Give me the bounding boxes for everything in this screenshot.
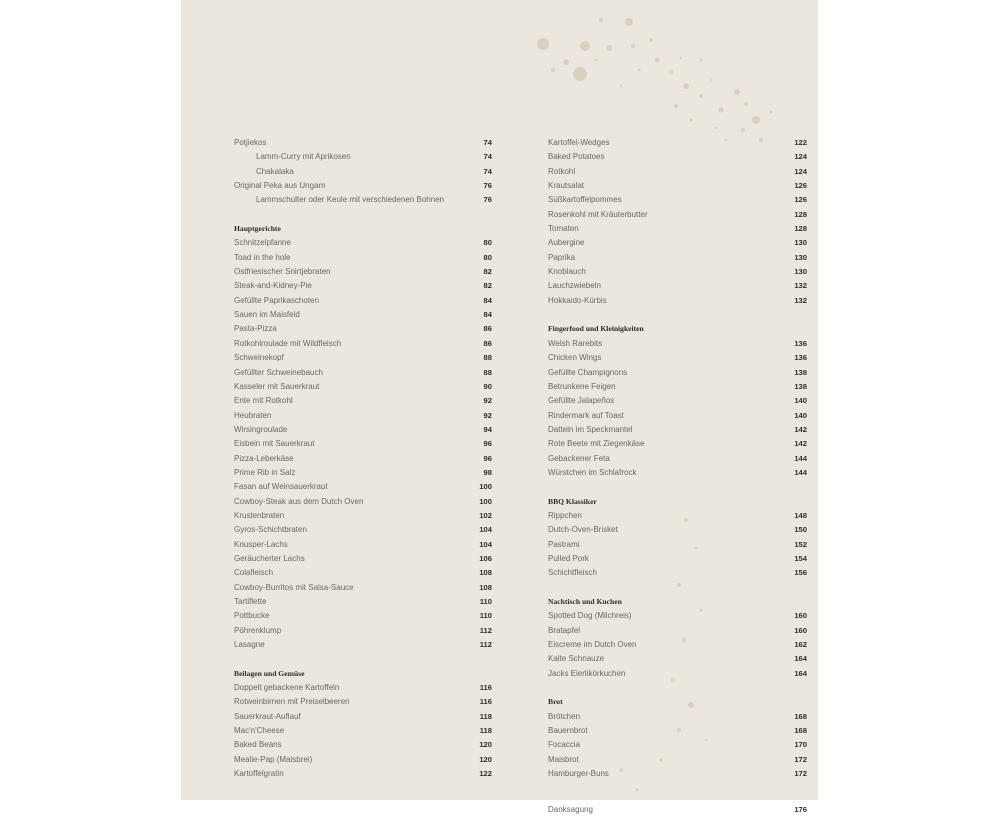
entry-page-number: 108: [479, 582, 492, 592]
entry-page-number: 76: [483, 181, 492, 191]
toc-entry[interactable]: [548, 222, 807, 236]
spacer: [548, 681, 807, 695]
entry-title: Eiscreme im Dutch Oven: [548, 640, 637, 650]
entry-title: Rote Beete mit Ziegenkäse: [548, 439, 645, 449]
entry-title: Ostfriesischer Snirtjebraten: [234, 267, 331, 277]
toc-entry[interactable]: [548, 136, 807, 150]
toc-left-column: [234, 136, 492, 781]
toc-entry[interactable]: [234, 753, 492, 767]
entry-page-number: 136: [794, 338, 807, 348]
entry-title: Colafleisch: [234, 568, 274, 578]
toc-entry[interactable]: [548, 236, 807, 250]
toc-entry[interactable]: [234, 767, 492, 781]
toc-entry[interactable]: [548, 423, 807, 437]
toc-entry[interactable]: [548, 409, 807, 423]
toc-entry[interactable]: [548, 150, 807, 164]
entry-page-number: 128: [794, 224, 807, 234]
entry-title: Lammschulter oder Keule mit verschiedenen Bohnen: [256, 195, 445, 205]
toc-entry[interactable]: [548, 394, 807, 408]
entry-page-number: 84: [483, 310, 492, 320]
section-heading: Fingerfood und Kleinigkeiten: [548, 324, 644, 334]
entry-title: Aubergine: [548, 238, 585, 248]
entry-title: Paprika: [548, 252, 576, 262]
toc-entry[interactable]: [234, 251, 492, 265]
toc-subentry[interactable]: [234, 150, 492, 164]
entry-title: Mealie-Pap (Maisbrei): [234, 754, 313, 764]
toc-entry[interactable]: [548, 193, 807, 207]
toc-entry[interactable]: [234, 380, 492, 394]
entry-page-number: 100: [479, 482, 492, 492]
section-heading: BBQ Klassiker: [548, 496, 597, 506]
toc-entry[interactable]: [548, 208, 807, 222]
entry-title: Hokkaido-Kürbis: [548, 295, 607, 305]
toc-entry[interactable]: [234, 337, 492, 351]
toc-entry[interactable]: [234, 351, 492, 365]
toc-entry[interactable]: [234, 308, 492, 322]
entry-title: Maisbrot: [548, 754, 579, 764]
entry-page-number: 168: [794, 726, 807, 736]
toc-entry[interactable]: [548, 566, 807, 580]
entry-page-number: 100: [479, 496, 492, 506]
toc-entry[interactable]: [234, 394, 492, 408]
toc-entry[interactable]: [234, 638, 492, 652]
entry-page-number: 82: [483, 281, 492, 291]
toc-entry[interactable]: [234, 609, 492, 623]
entry-page-number: 92: [483, 396, 492, 406]
section-heading: Nachtisch und Kuchen: [548, 597, 622, 606]
entry-page-number: 82: [483, 267, 492, 277]
entry-page-number: 150: [794, 525, 807, 535]
entry-page-number: 124: [794, 166, 807, 176]
toc-entry[interactable]: [548, 294, 807, 308]
entry-title: Spotted Dog (Milchreis): [548, 611, 632, 621]
toc-entry[interactable]: [548, 552, 807, 566]
toc-entry[interactable]: [234, 423, 492, 437]
toc-entry[interactable]: [234, 695, 492, 709]
spacer: [548, 308, 807, 322]
entry-title: Chicken Wings: [548, 353, 602, 363]
toc-entry[interactable]: [548, 538, 807, 552]
entry-title: Rippchen: [548, 510, 582, 520]
entry-page-number: 172: [794, 769, 807, 779]
toc-entry[interactable]: [234, 581, 492, 595]
toc-entry[interactable]: [548, 638, 807, 652]
entry-title: Gefüllter Schweinebauch: [234, 367, 323, 377]
entry-page-number: 86: [483, 338, 492, 348]
entry-title: Krautsalat: [548, 181, 585, 191]
toc-entry[interactable]: [548, 509, 807, 523]
entry-page-number: 74: [483, 166, 492, 176]
toc-entry[interactable]: [234, 724, 492, 738]
toc-entry[interactable]: [234, 552, 492, 566]
entry-page-number: 110: [479, 597, 492, 606]
toc-entry[interactable]: [548, 337, 807, 351]
toc-entry[interactable]: [548, 179, 807, 193]
entry-title: Rosenkohl mit Kräuterbutter: [548, 209, 648, 219]
entry-title: Kartoffel-Wedges: [548, 138, 610, 147]
entry-page-number: 164: [794, 668, 807, 678]
toc-right-column: [548, 136, 807, 818]
toc-entry[interactable]: [234, 624, 492, 638]
toc-entry[interactable]: [234, 480, 492, 494]
entry-title: Lamm-Curry mit Aprikosen: [256, 152, 351, 162]
toc-entry[interactable]: [548, 265, 807, 279]
entry-page-number: 76: [483, 195, 492, 205]
entry-page-number: 122: [479, 769, 492, 779]
entry-title: Mac'n'Cheese: [234, 726, 285, 736]
entry-title: Cowboy-Burritos mit Salsa-Sauce: [234, 582, 354, 592]
toc-entry[interactable]: [234, 566, 492, 580]
toc-entry[interactable]: [548, 738, 807, 752]
entry-page-number: 136: [794, 353, 807, 363]
toc-entry[interactable]: [548, 667, 807, 681]
entry-title: Ente mit Rotkohl: [234, 396, 293, 406]
toc-entry[interactable]: [548, 753, 807, 767]
entry-page-number: 90: [483, 381, 492, 391]
entry-title: Rotkohlroulade mit Wildfleisch: [234, 338, 342, 348]
toc-subentry[interactable]: [234, 193, 492, 207]
entry-title: Gefüllte Jalapeños: [548, 396, 615, 406]
entry-page-number: 96: [483, 453, 492, 463]
toc-entry[interactable]: [548, 251, 807, 265]
entry-title: Tartiflette: [234, 597, 267, 606]
entry-page-number: 118: [479, 711, 492, 721]
entry-page-number: 110: [479, 611, 492, 621]
toc-entry[interactable]: [234, 437, 492, 451]
toc-entry[interactable]: [548, 380, 807, 394]
entry-title: Kalte Schnauze: [548, 654, 605, 664]
entry-title: Baked Potatoes: [548, 152, 605, 162]
entry-title: Würstchen im Schlafrock: [548, 467, 637, 477]
entry-title: Rotkohl: [548, 166, 576, 176]
entry-title: Focaccia: [548, 740, 581, 750]
entry-page-number: 144: [794, 453, 807, 463]
entry-page-number: 96: [483, 439, 492, 449]
entry-title: Süßkartoffelpommes: [548, 195, 622, 205]
entry-page-number: 112: [479, 640, 492, 650]
section-heading: Hauptgerichte: [234, 224, 281, 234]
entry-page-number: 132: [794, 281, 807, 291]
entry-title: Pottbucke: [234, 611, 270, 621]
entry-page-number: 130: [794, 252, 807, 262]
entry-page-number: 164: [794, 654, 807, 664]
entry-page-number: 132: [794, 295, 807, 305]
entry-title: Gefüllte Champignons: [548, 367, 628, 377]
entry-title: Hamburger-Buns: [548, 769, 609, 779]
entry-page-number: 170: [794, 740, 807, 750]
entry-page-number: 126: [794, 195, 807, 205]
entry-title: Betrunkene Feigen: [548, 381, 616, 391]
entry-title: Lasagne: [234, 640, 265, 650]
section-heading: Beilagen und Gemüse: [234, 668, 305, 678]
toc-entry[interactable]: [234, 409, 492, 423]
entry-title: Krustenbraten: [234, 510, 285, 520]
entry-title: Gyros-Schichtbraten: [234, 525, 307, 535]
entry-page-number: 168: [794, 711, 807, 721]
entry-page-number: 84: [483, 295, 492, 305]
toc-subentry[interactable]: [234, 165, 492, 179]
entry-page-number: 176: [794, 805, 807, 815]
toc-entry[interactable]: [548, 452, 807, 466]
toc-entry[interactable]: [234, 738, 492, 752]
entry-page-number: 106: [479, 553, 492, 563]
entry-page-number: 120: [479, 740, 492, 750]
entry-title: Prime Rib in Salz: [234, 467, 296, 477]
entry-page-number: 80: [483, 252, 492, 262]
entry-page-number: 128: [794, 209, 807, 219]
entry-title: Baked Beans: [234, 740, 282, 750]
toc-entry[interactable]: [234, 452, 492, 466]
toc-entry[interactable]: [234, 265, 492, 279]
toc-entry[interactable]: [234, 322, 492, 336]
entry-title: Kartoffelgratin: [234, 769, 284, 779]
entry-title: Danksagung: [548, 805, 593, 815]
spacer: [548, 480, 807, 494]
book-page: [181, 0, 818, 815]
toc-entry[interactable]: [548, 523, 807, 537]
entry-page-number: 144: [794, 467, 807, 477]
spacer: [548, 781, 807, 803]
entry-page-number: 160: [794, 611, 807, 621]
entry-title: Tomaten: [548, 224, 579, 234]
entry-page-number: 116: [479, 697, 492, 707]
toc-entry[interactable]: [234, 681, 492, 695]
entry-title: Rindermark auf Toast: [548, 410, 624, 420]
entry-page-number: 104: [479, 539, 492, 549]
entry-title: Rotweinbirnen mit Preiselbeeren: [234, 697, 350, 707]
entry-title: Gefüllte Paprikaschoten: [234, 295, 319, 305]
toc-entry[interactable]: [234, 136, 492, 150]
entry-page-number: 156: [794, 568, 807, 578]
entry-title: Heubraten: [234, 410, 272, 420]
entry-page-number: 172: [794, 754, 807, 764]
spacer: [234, 652, 492, 666]
entry-title: Wirsingroulade: [234, 424, 288, 434]
entry-title: Schnitzelpfanne: [234, 238, 291, 248]
entry-page-number: 130: [794, 267, 807, 277]
entry-title: Gebackener Feta: [548, 453, 610, 463]
toc-entry[interactable]: [548, 767, 807, 781]
entry-page-number: 126: [794, 181, 807, 191]
entry-page-number: 154: [794, 553, 807, 563]
entry-title: Sauerkraut-Auflauf: [234, 711, 301, 721]
entry-page-number: 142: [794, 439, 807, 449]
entry-page-number: 130: [794, 238, 807, 248]
entry-page-number: 138: [794, 381, 807, 391]
entry-page-number: 162: [794, 640, 807, 650]
entry-title: Cowboy-Steak aus dem Dutch Oven: [234, 496, 364, 506]
toc-entry[interactable]: [548, 279, 807, 293]
entry-title: Bratapfel: [548, 625, 581, 635]
toc-entry[interactable]: [234, 523, 492, 537]
entry-title: Bauernbrot: [548, 726, 588, 736]
entry-title: Chakalaka: [256, 166, 294, 176]
entry-page-number: 140: [794, 410, 807, 420]
entry-title: Doppelt gebackene Kartoffeln: [234, 683, 340, 693]
entry-page-number: 122: [794, 138, 807, 147]
toc-entry[interactable]: [234, 595, 492, 609]
entry-title: Fasan auf Weinsauerkraut: [234, 482, 328, 492]
toc-entry[interactable]: [548, 803, 807, 817]
entry-title: Brötchen: [548, 711, 581, 721]
entry-page-number: 86: [483, 324, 492, 334]
toc-entry[interactable]: [548, 609, 807, 623]
entry-title: Datteln im Speckmantel: [548, 424, 633, 434]
section-heading: Brot: [548, 697, 563, 707]
entry-page-number: 98: [483, 467, 492, 477]
toc-entry[interactable]: [548, 351, 807, 365]
toc-entry[interactable]: [548, 652, 807, 666]
toc-entry[interactable]: [234, 366, 492, 380]
entry-title: Original Peka aus Ungarn: [234, 181, 326, 191]
entry-title: Kasseler mit Sauerkraut: [234, 381, 320, 391]
entry-title: Pizza-Leberkäse: [234, 453, 294, 463]
entry-page-number: 112: [479, 625, 492, 635]
entry-page-number: 102: [479, 510, 492, 520]
entry-page-number: 74: [483, 152, 492, 162]
entry-title: Pastrami: [548, 539, 580, 549]
entry-title: Pöhrenklump: [234, 625, 282, 635]
entry-page-number: 88: [483, 367, 492, 377]
entry-title: Welsh Rarebits: [548, 338, 603, 348]
entry-page-number: 124: [794, 152, 807, 162]
entry-page-number: 104: [479, 525, 492, 535]
entry-title: Pasta-Pizza: [234, 324, 277, 334]
toc-entry[interactable]: [234, 279, 492, 293]
toc-entry[interactable]: [548, 366, 807, 380]
entry-title: Pulled Pork: [548, 553, 589, 563]
toc-entry[interactable]: [234, 509, 492, 523]
entry-title: Toad in the hole: [234, 252, 291, 262]
toc-entry[interactable]: [548, 724, 807, 738]
entry-page-number: 80: [483, 238, 492, 248]
spacer: [234, 208, 492, 222]
toc-entry[interactable]: [548, 710, 807, 724]
entry-title: Schichtfleisch: [548, 568, 597, 578]
entry-title: Steak-and-Kidney-Pie: [234, 281, 312, 291]
toc-entry[interactable]: [234, 179, 492, 193]
entry-page-number: 118: [479, 726, 492, 736]
toc-entry[interactable]: [548, 466, 807, 480]
entry-title: Potjiekos: [234, 138, 267, 147]
entry-title: Eisbein mit Sauerkraut: [234, 439, 315, 449]
entry-title: Lauchzwiebeln: [548, 281, 601, 291]
toc-entry[interactable]: [234, 466, 492, 480]
entry-page-number: 152: [794, 539, 807, 549]
entry-title: Dutch-Oven-Brisket: [548, 525, 618, 535]
entry-title: Sauen im Maisfeld: [234, 310, 300, 320]
entry-page-number: 74: [483, 138, 492, 147]
toc-entry[interactable]: [234, 495, 492, 509]
toc-entry[interactable]: [548, 624, 807, 638]
toc-entry[interactable]: [234, 236, 492, 250]
entry-page-number: 142: [794, 424, 807, 434]
toc-entry[interactable]: [234, 538, 492, 552]
entry-page-number: 160: [794, 625, 807, 635]
toc-entry[interactable]: [548, 437, 807, 451]
entry-page-number: 148: [794, 510, 807, 520]
entry-page-number: 140: [794, 396, 807, 406]
toc-entry[interactable]: [548, 165, 807, 179]
entry-page-number: 88: [483, 353, 492, 363]
entry-page-number: 108: [479, 568, 492, 578]
toc-entry[interactable]: [234, 294, 492, 308]
entry-page-number: 116: [479, 683, 492, 693]
entry-title: Knusper-Lachs: [234, 539, 288, 549]
spacer: [548, 581, 807, 595]
entry-page-number: 92: [483, 410, 492, 420]
entry-title: Knoblauch: [548, 267, 586, 277]
entry-title: Schweinekopf: [234, 353, 284, 363]
entry-page-number: 120: [479, 754, 492, 764]
entry-page-number: 94: [483, 424, 492, 434]
entry-title: Geräucherter Lachs: [234, 553, 305, 563]
toc-entry[interactable]: [234, 710, 492, 724]
entry-title: Jacks Eierlikörkuchen: [548, 668, 626, 678]
entry-page-number: 138: [794, 367, 807, 377]
